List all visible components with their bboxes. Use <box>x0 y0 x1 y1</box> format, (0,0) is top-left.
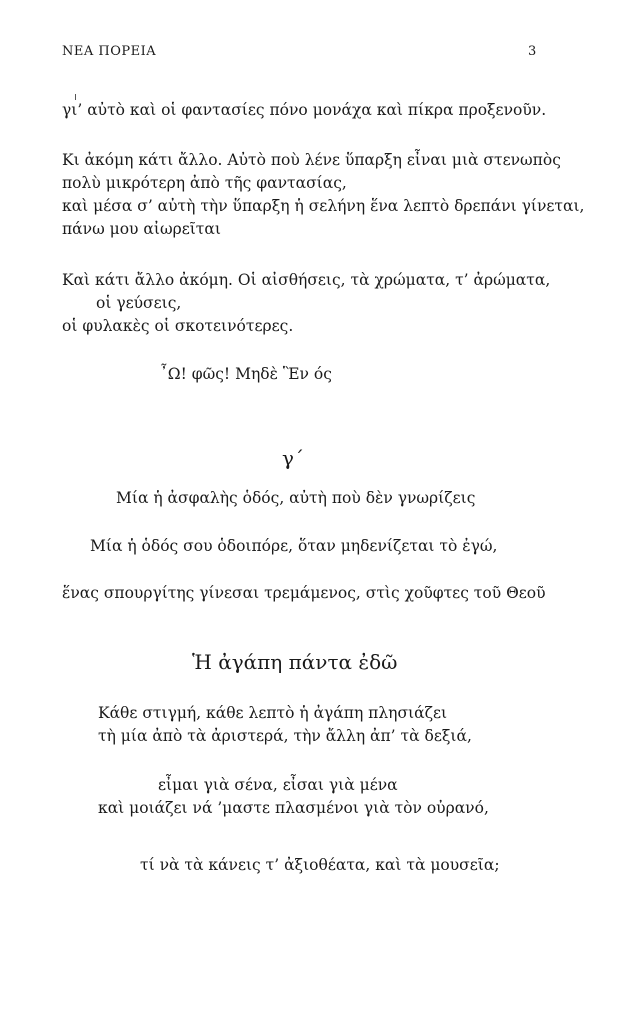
poem-line: πολὺ μικρότερη ἀπὸ τῆς φαντασίας, <box>62 174 347 192</box>
poem-line: οἱ φυλακὲς οἱ σκοτεινότερες. <box>62 317 294 335</box>
poem-line: τὴ μία ἀπὸ τὰ ἀριστερά, τὴν ἄλλη ἀπ’ τὰ δεξιά, <box>98 727 472 745</box>
section-title: γ΄ <box>282 446 304 470</box>
poem-line: οἱ γεύσεις, <box>96 294 182 312</box>
poem-line: τί νὰ τὰ κάνεις τ’ ἀξιοθέατα, καὶ τὰ μουσεῖα; <box>140 856 500 874</box>
poem-line: γι’ αὐτὸ καὶ οἱ φαντασίες πόνο μονάχα καὶ πίκρα προξενοῦν. <box>62 101 547 119</box>
poem-line: εἶμαι γιὰ σένα, εἶσαι γιὰ μένα <box>158 776 398 794</box>
poem-line: καὶ μοιάζει νά ’μαστε πλασμένοι γιὰ τὸν οὐρανό, <box>98 799 489 817</box>
page-number: 3 <box>528 44 537 59</box>
running-title: ΝΕΑ ΠΟΡΕΙΑ <box>62 44 157 59</box>
poem-line: Καὶ κάτι ἄλλο ἀκόμη. Οἱ αἰσθήσεις, τὰ χρώματα, τ’ ἀρώματα, <box>62 271 551 289</box>
poem-line: Μία ἡ ἀσφαλὴς ὁδός, αὐτὴ ποὺ δὲν γνωρίζεις <box>116 489 476 507</box>
poem-line: καὶ μέσα σ’ αὐτὴ τὴν ὕπαρξη ἡ σελήνη ἕνα λεπτὸ δρεπάνι γίνεται, <box>62 197 585 215</box>
poem-line: πάνω μου αἰωρεῖται <box>62 220 221 238</box>
exclamation-line: ῏Ω! φῶς! Μηδὲ Ἓν ός <box>160 365 332 383</box>
poem-line: Μία ἡ ὁδός σου ὁδοιπόρε, ὅταν μηδενίζεται τὸ ἐγώ, <box>90 537 498 555</box>
poem-line: Κάθε στιγμή, κάθε λεπτὸ ἡ ἀγάπη πλησιάζει <box>98 704 448 722</box>
poem-title: Ἡ ἀγάπη πάντα ἐδῶ <box>192 650 398 674</box>
poem-line: Κι ἀκόμη κάτι ἄλλο. Αὐτὸ ποὺ λένε ὕπαρξη εἶναι μιὰ στενωπὸς <box>62 151 561 169</box>
poem-line: ἕνας σπουργίτης γίνεσαι τρεμάμενος, στὶς χοῦφτες τοῦ Θεοῦ <box>62 584 546 602</box>
